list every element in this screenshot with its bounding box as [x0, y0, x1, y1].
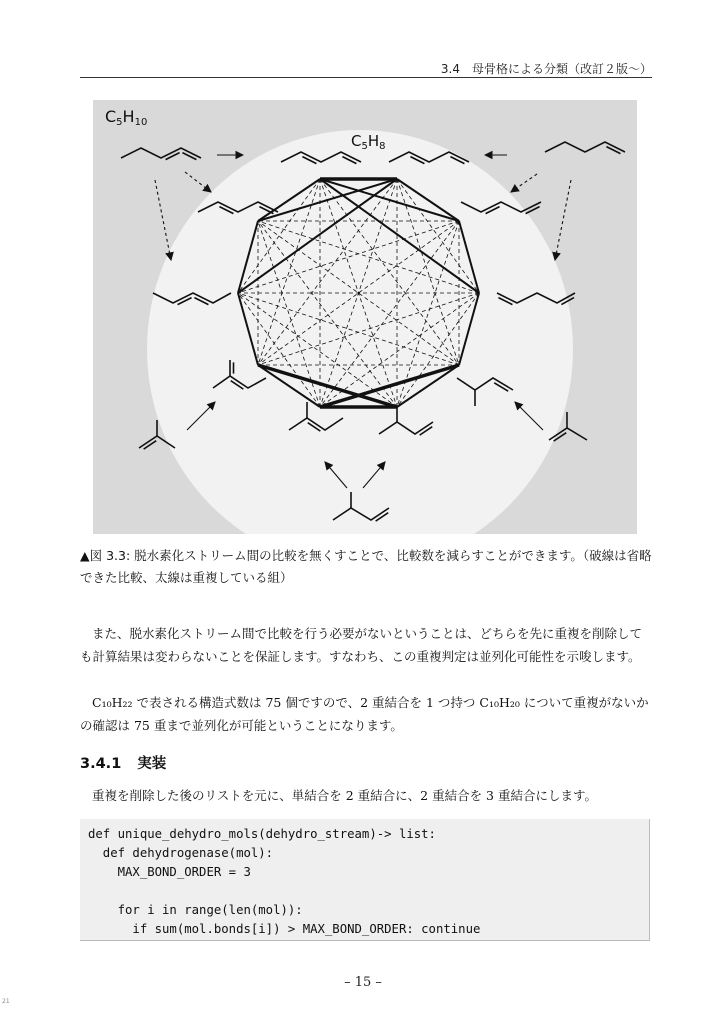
- label-c5h10: C5H10: [105, 107, 148, 128]
- code-line: def unique_dehydro_mols(dehydro_stream)-> list:: [88, 827, 436, 841]
- code-block: [80, 819, 650, 941]
- paragraph-1: また、脱水素化ストリーム間で比較を行う必要がないということは、どちらを先に重複を削除しても計算結果は変わらないことを保証します。すなわち、この重複判定は並列化可能性を示唆します。: [80, 626, 643, 664]
- paragraph-2: C₁₀H₂₂ で表される構造式数は 75 個ですので、2 重結合を 1 つ持つ C₁₀H₂₀ について重複がないかの確認は 75 重まで並列化が可能ということになります。: [80, 695, 649, 733]
- code-line: if sum(mol.bonds[i]) > MAX_BOND_ORDER: continue: [88, 922, 481, 936]
- figure-svg: [93, 100, 637, 534]
- code-line: def dehydrogenase(mol):: [88, 846, 274, 860]
- figure-dehydrogenation-graph: [93, 100, 637, 534]
- figure-caption: ▲図 3.3: 脱水素化ストリーム間の比較を無くすことで、比較数を減らすことができます。（破線は省略できた比較、太線は重複している組）: [80, 548, 652, 585]
- code-line: for i in range(len(mol)):: [88, 903, 303, 917]
- section-number: 3.4.1: [80, 756, 122, 772]
- section-title-text: 実装: [137, 756, 167, 772]
- margin-mark: 21: [2, 998, 10, 1005]
- page-number: – 15 –: [344, 975, 382, 990]
- code-line: MAX_BOND_ORDER = 3: [88, 865, 251, 879]
- running-head: 3.4 母骨格による分類（改訂２版〜）: [440, 62, 652, 76]
- code-line: [88, 882, 641, 901]
- paragraph-3: 重複を削除した後のリストを元に、単結合を 2 重結合に、2 重結合を 3 重結合にします。: [92, 788, 597, 803]
- header-rule: [80, 77, 652, 78]
- section-heading: [80, 752, 166, 773]
- label-c5h8: $C_5H_8$: [351, 132, 386, 152]
